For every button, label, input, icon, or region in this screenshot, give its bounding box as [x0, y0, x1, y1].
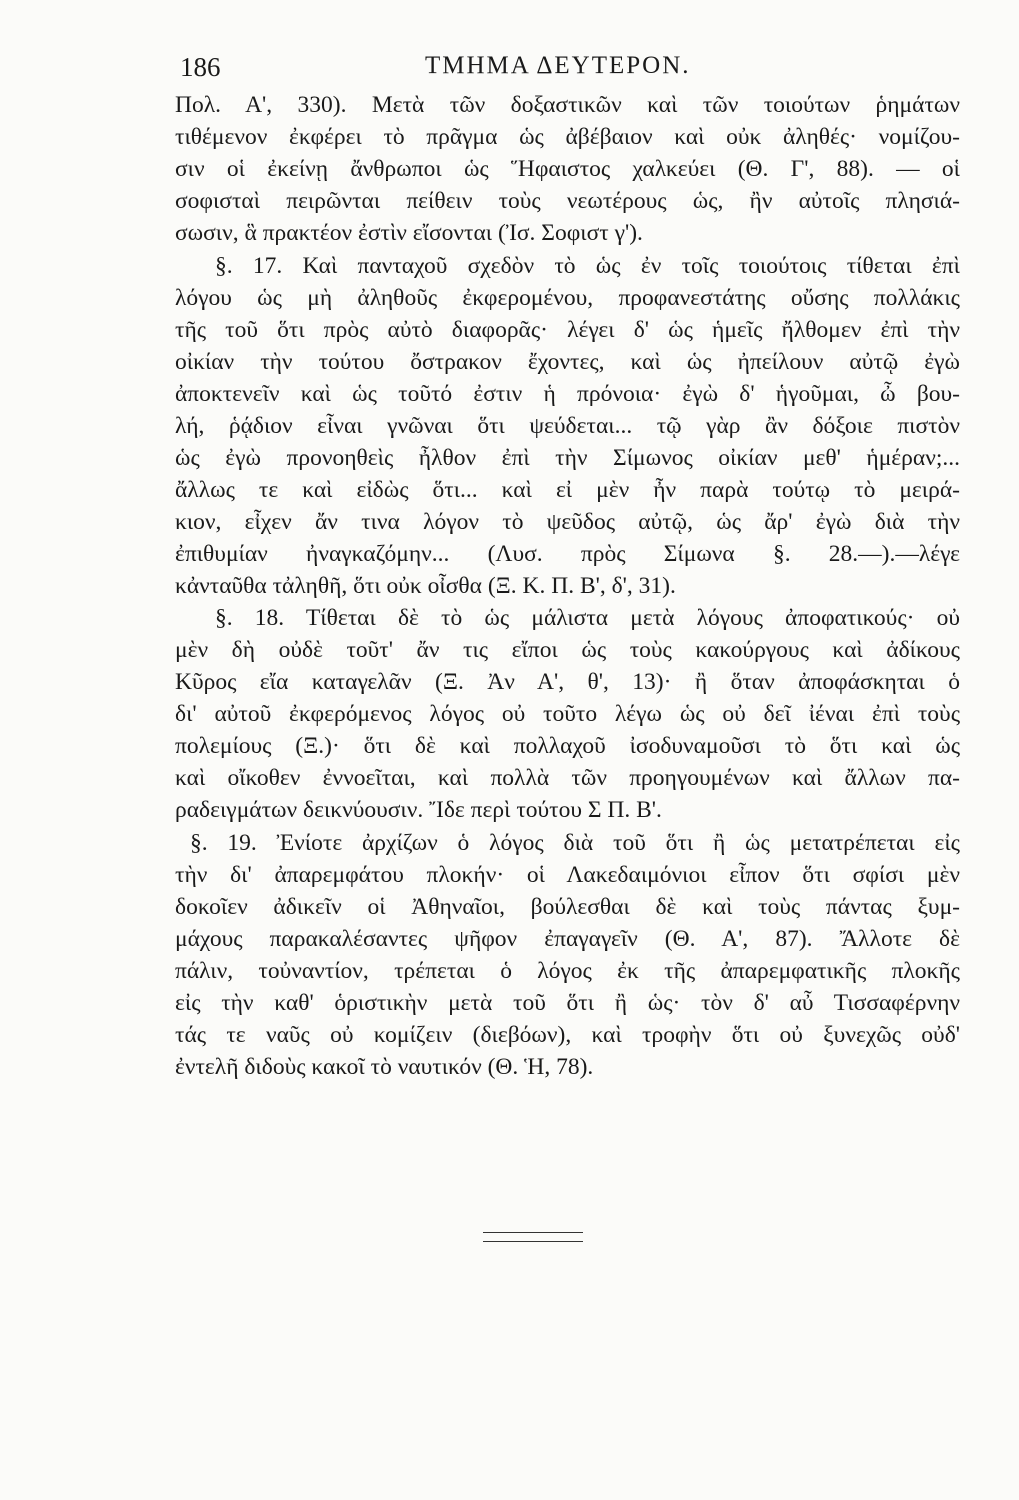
text-line: μὲν δὴ οὐδὲ τοῦτ' ἄν τις εἴποι ὡς τοὺς κακούργους καὶ ἀδίκους: [175, 637, 960, 663]
text-line: πάλιν, τοὐναντίον, τρέπεται ὁ λόγος ἐκ τῆς ἀπαρεμφατικῆς πλοκῆς: [175, 958, 960, 984]
text-line: τάς τε ναῦς οὐ κομίζειν (διεβόων), καὶ τροφὴν ὅτι οὐ ξυνεχῶς οὐδ': [175, 1022, 960, 1048]
text-line: κιον, εἶχεν ἄν τινα λόγον τὸ ψεῦδος αὐτῷ, ὡς ἄρ' ἐγὼ διὰ τὴν: [175, 509, 960, 535]
text-line: τῆς τοῦ ὅτι πρὸς αὐτὸ διαφορᾶς· λέγει δ' ὡς ἡμεῖς ἤλθομεν ἐπὶ τὴν: [175, 317, 960, 343]
text-line: Πολ. Α', 330). Μετὰ τῶν δοξαστικῶν καὶ τῶν τοιούτων ῥημάτων: [175, 92, 960, 118]
text-line: τιθέμενον ἐκφέρει τὸ πρᾶγμα ὡς ἀβέβαιον καὶ οὐκ ἀληθές· νομίζου-: [175, 124, 960, 150]
text-line: σοφισταὶ πειρῶνται πείθειν τοὺς νεωτέρους ὡς, ἢν αὐτοῖς πλησιά-: [175, 188, 960, 214]
running-title: ΤΜΗΜΑ ΔΕΥΤΕΡΟΝ.: [425, 52, 691, 79]
text-line: §. 17. Καὶ πανταχοῦ σχεδὸν τὸ ὡς ἐν τοῖς τοιούτοις τίθεται ἐπὶ: [215, 253, 960, 279]
text-line: λόγου ὡς μὴ ἀληθοῦς ἐκφερομένου, προφανεστάτης οὔσης πολλάκις: [175, 285, 960, 311]
page-number: 186: [180, 52, 221, 82]
text-line: λή, ῥᾴδιον εἶναι γνῶναι ὅτι ψεύδεται... τῷ γὰρ ἂν δόξοιε πιστὸν: [175, 413, 960, 439]
text-line: καὶ οἴκοθεν ἐννοεῖται, καὶ πολλὰ τῶν προηγουμένων καὶ ἄλλων πα-: [175, 765, 960, 791]
text-line: Κῦρος εἴα καταγελᾶν (Ξ. Ἀν Α', θ', 13)· ἢ ὅταν ἀποφάσκηται ὁ: [175, 669, 960, 695]
text-line: ἐντελῆ διδοὺς κακοῖ τὸ ναυτικόν (Θ. Ἡ, 78).: [175, 1054, 594, 1080]
text-line: δι' αὐτοῦ ἐκφερόμενος λόγος οὐ τοῦτο λέγω ὡς οὐ δεῖ ἰέναι ἐπὶ τοὺς: [175, 701, 960, 727]
page-header: [180, 52, 960, 92]
text-line: κἀνταῦθα τἀληθῆ, ὅτι οὐκ οἶσθα (Ξ. Κ. Π. Β', δ', 31).: [175, 573, 676, 599]
text-line: §. 19. Ἐνίοτε ἀρχίζων ὁ λόγος διὰ τοῦ ὅτι ἢ ὡς μετατρέπεται εἰς: [190, 830, 960, 856]
text-line: ἐπιθυμίαν ἠναγκαζόμην... (Λυσ. πρὸς Σίμωνα §. 28.—).—λέγε: [175, 541, 960, 567]
text-line: ὡς ἐγὼ προνοηθεὶς ἦλθον ἐπὶ τὴν Σίμωνος οἰκίαν μεθ' ἡμέραν;...: [175, 445, 960, 471]
text-line: οἰκίαν τὴν τούτου ὄστρακον ἔχοντες, καὶ ὡς ἠπείλουν αὐτῷ ἐγὼ: [175, 349, 960, 375]
text-line: πολεμίους (Ξ.)· ὅτι δὲ καὶ πολλαχοῦ ἰσοδυναμοῦσι τὸ ὅτι καὶ ὡς: [175, 733, 960, 759]
text-line: εἰς τὴν καθ' ὁριστικὴν μετὰ τοῦ ὅτι ἢ ὡς· τὸν δ' αὖ Τισσαφέρνην: [175, 990, 960, 1016]
text-line: τὴν δι' ἀπαρεμφάτου πλοκήν· οἱ Λακεδαιμόνιοι εἶπον ὅτι σφίσι μὲν: [175, 862, 960, 888]
closing-ornament-rule: [483, 1232, 583, 1242]
text-line: §. 18. Τίθεται δὲ τὸ ὡς μάλιστα μετὰ λόγους ἀποφατικούς· οὐ: [215, 605, 960, 631]
text-line: σιν οἱ ἐκείνῃ ἄνθρωποι ὡς Ἥφαιστος χαλκεύει (Θ. Γ', 88). — οἱ: [175, 156, 960, 182]
text-line: σωσιν, ἃ πρακτέον ἐστὶν εἴσονται (Ἰσ. Σοφιστ γ').: [175, 220, 643, 246]
text-line: ραδειγμάτων δεικνύουσιν. Ἴδε περὶ τούτου Σ Π. Β'.: [175, 797, 662, 823]
text-line: ἄλλως τε καὶ εἰδὼς ὅτι... καὶ εἰ μὲν ἦν παρὰ τούτῳ τὸ μειρά-: [175, 477, 960, 503]
text-line: μάχους παρακαλέσαντες ψῆφον ἐπαγαγεῖν (Θ. Α', 87). Ἄλλοτε δὲ: [175, 926, 960, 952]
text-line: δοκοῖεν ἀδικεῖν οἱ Ἀθηναῖοι, βούλεσθαι δὲ καὶ τοὺς πάντας ξυμ-: [175, 894, 960, 920]
text-line: ἀποκτενεῖν καὶ ὡς τοῦτό ἐστιν ἡ πρόνοια· ἐγὼ δ' ἡγοῦμαι, ὦ βου-: [175, 381, 960, 407]
